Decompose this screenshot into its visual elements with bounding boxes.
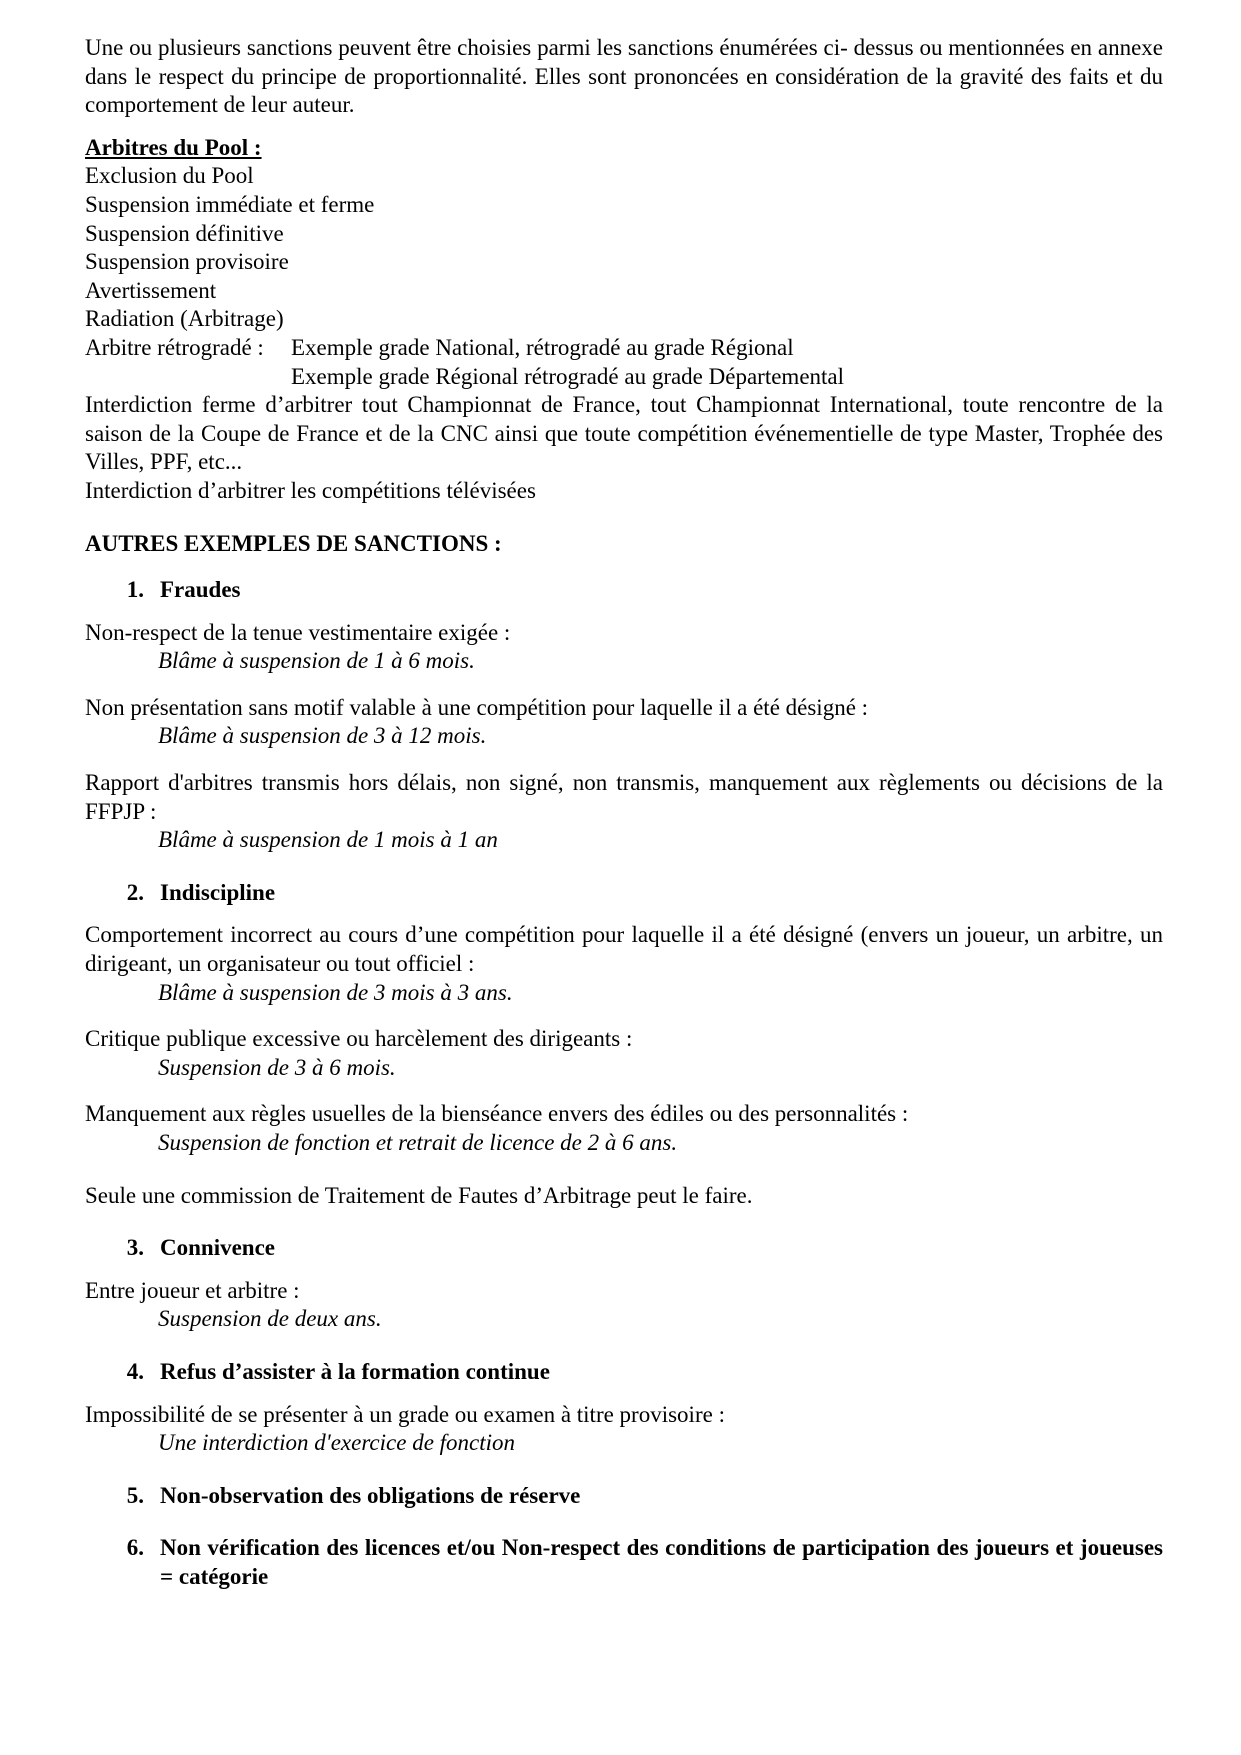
sanction-entry [85, 769, 1163, 855]
pool-section [85, 134, 1163, 506]
offense-text: Manquement aux règles usuelles de la bienséance envers des édiles ou des personnalités : [85, 1101, 909, 1127]
sanction-text: Blâme à suspension de 1 mois à 1 an [158, 827, 498, 853]
retrograde-block [85, 334, 1163, 391]
section-heading-formation [85, 1358, 1163, 1387]
section-title: Indiscipline [160, 879, 276, 905]
sanction-text: Suspension de fonction et retrait de licence de 2 à 6 ans. [158, 1130, 678, 1155]
offense-text: Impossibilité de se présenter à un grade ou examen à titre provisoire : [85, 1401, 725, 1427]
document-page [85, 34, 1163, 1592]
offense-text: Critique publique excessive ou harcèlement des dirigeants : [85, 1026, 633, 1052]
section-title: Fraudes [160, 577, 241, 603]
retrograde-example: Exemple grade National, rétrogradé au grade Régional [291, 334, 794, 360]
section-number: 4. [126, 1358, 144, 1384]
offense-text: Comportement incorrect au cours d’une compétition pour laquelle il a été désigné (envers un joueur, un arbitre, un dirigeant, un organisateur ou tout officiel : [85, 922, 1163, 977]
sanction-text: Blâme à suspension de 1 à 6 mois. [158, 648, 475, 674]
section-heading-licences [85, 1534, 1163, 1591]
sanction-text: Une interdiction d'exercice de fonction [158, 1430, 516, 1456]
retrograde-examples [291, 334, 1163, 391]
sanction-entry [85, 1401, 1163, 1458]
section-number: 3. [126, 1235, 144, 1261]
section-title: Non-observation des obligations de réserve [160, 1482, 581, 1508]
pool-item: Suspension provisoire [85, 249, 289, 275]
offense-text: Rapport d'arbitres transmis hors délais, non signé, non transmis, manquement aux règlements ou décisions de la FFPJP : [85, 770, 1163, 824]
interdiction-ferme: Interdiction ferme d’arbitrer tout Championnat de France, tout Championnat International, toute rencontre de la saison de la Coupe de France et de la CNC ainsi que toute compétition événementielle de type Master, Trophée des Villes, PPF, etc... [85, 392, 1163, 475]
section-heading-reserve [85, 1482, 1163, 1511]
sanction-text: Blâme à suspension de 3 à 12 mois. [158, 723, 487, 749]
pool-item: Suspension immédiate et ferme [85, 191, 375, 217]
sanction-entry [85, 1277, 1163, 1334]
offense-text: Entre joueur et arbitre : [85, 1277, 300, 1303]
sanction-text: Suspension de deux ans. [158, 1306, 382, 1332]
section-heading-fraudes [85, 576, 1163, 605]
section-title: Refus d’assister à la formation continue [160, 1358, 550, 1384]
offense-text: Non présentation sans motif valable à une compétition pour laquelle il a été désigné : [85, 694, 869, 720]
intro-paragraph: Une ou plusieurs sanctions peuvent être choisies parmi les sanctions énumérées ci- dessus ou mentionnées en annexe dans le respect du principe de proportionnalité. Elles sont prononcées en considération de la gravité des faits et du comportement de leur auteur. [85, 35, 1163, 118]
section-number: 2. [126, 879, 144, 905]
retrograde-label: Arbitre rétrogradé : [85, 334, 264, 360]
pool-item: Avertissement [85, 277, 217, 303]
interdiction-tv: Interdiction d’arbitrer les compétitions télévisées [85, 477, 536, 503]
section-number: 5. [126, 1482, 144, 1508]
sanction-text: Blâme à suspension de 3 mois à 3 ans. [158, 979, 513, 1005]
section-heading-indiscipline [85, 879, 1163, 908]
section-title: Non vérification des licences et/ou Non-respect des conditions de participation des joueurs et joueuses = catégorie [160, 1535, 1163, 1589]
retrograde-example: Exemple grade Régional rétrogradé au grade Départemental [291, 363, 845, 389]
sanction-entry [85, 1025, 1163, 1082]
section-heading-connivence [85, 1234, 1163, 1263]
sanction-entry [85, 619, 1163, 676]
sanction-entry [85, 921, 1163, 1007]
autres-heading: AUTRES EXEMPLES DE SANCTIONS : [85, 530, 502, 556]
section-number: 1. [126, 577, 144, 603]
pool-item: Exclusion du Pool [85, 163, 254, 189]
pool-heading: Arbitres du Pool : [85, 134, 262, 160]
sanction-entry [85, 1100, 1163, 1157]
pool-item: Suspension définitive [85, 220, 284, 246]
section-number: 6. [126, 1535, 144, 1561]
section-title: Connivence [160, 1235, 275, 1261]
sanction-text: Suspension de 3 à 6 mois. [158, 1054, 396, 1080]
sanction-entry [85, 694, 1163, 751]
commission-note: Seule une commission de Traitement de Fautes d’Arbitrage peut le faire. [85, 1182, 753, 1208]
offense-text: Non-respect de la tenue vestimentaire exigée : [85, 619, 511, 645]
pool-item: Radiation (Arbitrage) [85, 306, 284, 332]
